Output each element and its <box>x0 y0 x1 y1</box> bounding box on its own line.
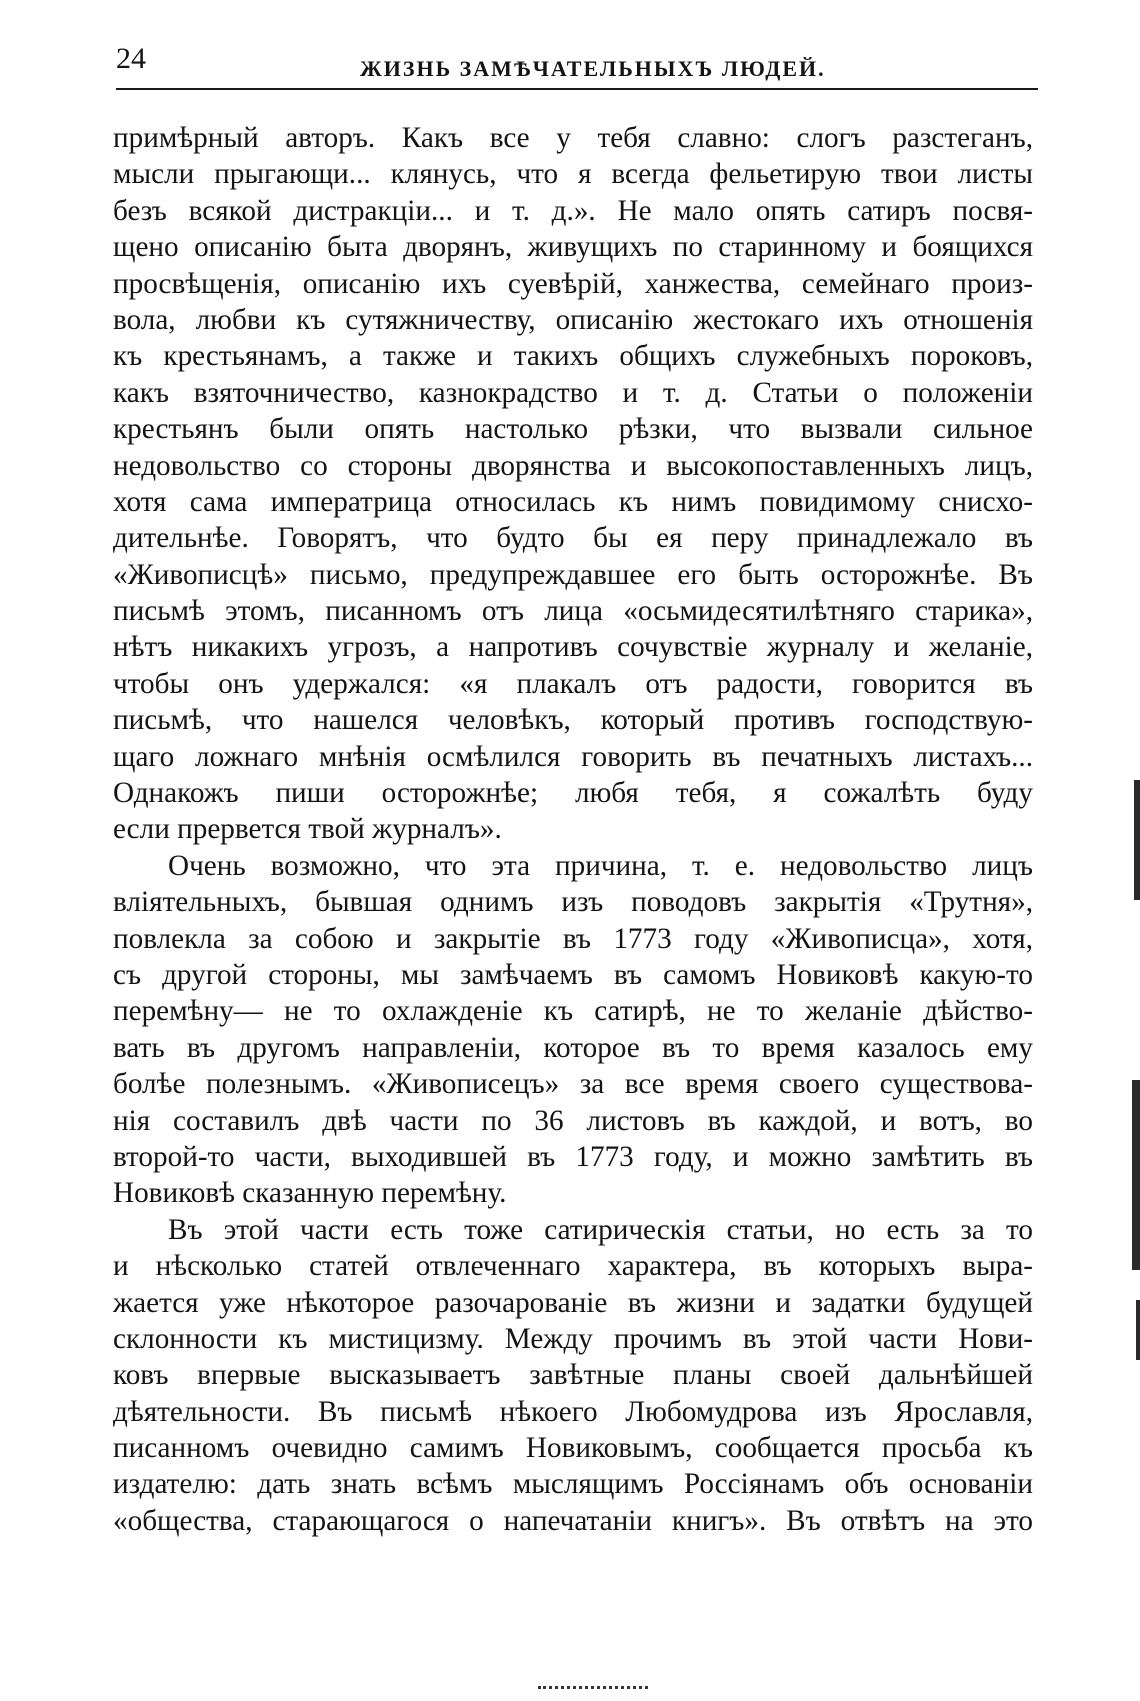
scan-edge-mark <box>1136 1300 1140 1360</box>
text-line: и нѣсколько статей отвлеченнаго характера, въ которыхъ выра- <box>113 1250 1033 1283</box>
text-line: Очень возможно, что эта причина, т. е. недовольство лицъ <box>168 849 1033 882</box>
text-line: щаго ложнаго мнѣнія осмѣлился говорить въ печатныхъ листахъ... <box>113 740 1033 773</box>
text-line: жается уже нѣкоторое разочарованіе въ жизни и задатки будущей <box>113 1286 1033 1319</box>
text-line: письмѣ, что нашелся человѣкъ, который противъ господствую- <box>113 704 1033 737</box>
scan-edge-mark <box>1132 1080 1140 1270</box>
text-line: Однакожъ пиши осторожнѣе; любя тебя, я сожалѣть буду <box>113 777 1033 810</box>
text-line: просвѣщенія, описанію ихъ суевѣрій, ханжества, семейнаго произ- <box>113 267 1033 300</box>
text-line: склонности къ мистицизму. Между прочимъ въ этой части Нови- <box>113 1322 1033 1355</box>
text-line: «общества, старающагося о напечатаніи книгъ». Въ отвѣтъ на это <box>113 1504 1033 1537</box>
text-line: писанномъ очевидно самимъ Новиковымъ, сообщается просьба къ <box>113 1432 1033 1465</box>
text-line: ковъ впервые высказываетъ завѣтные планы своей дальнѣйшей <box>113 1359 1033 1392</box>
text-line: если прервется твой журналъ». <box>113 813 502 846</box>
page-number: 24 <box>116 42 146 75</box>
text-line: нѣтъ никакихъ угрозъ, а напротивъ сочувствіе журналу и желаніе, <box>113 631 1033 664</box>
text-line: мысли прыгающи... клянусь, что я всегда фельетирую твои листы <box>113 158 1033 191</box>
text-line: щено описанію быта дворянъ, живущихъ по старинному и боящихся <box>113 231 1033 264</box>
text-line: дительнѣе. Говорятъ, что будто бы ея перу принадлежало въ <box>113 522 1033 555</box>
text-line: второй-то части, выходившей въ 1773 году, и можно замѣтить въ <box>113 1140 1033 1173</box>
text-line: «Живописцѣ» письмо, предупреждавшее его быть осторожнѣе. Въ <box>113 558 1033 591</box>
paragraph-1 <box>113 120 1033 848</box>
text-line: чтобы онъ удержался: «я плакалъ отъ радости, говорится въ <box>113 667 1033 700</box>
text-line: къ крестьянамъ, а также и такихъ общихъ служебныхъ пороковъ, <box>113 340 1033 373</box>
running-title: ЖИЗНЬ ЗАМѢЧАТЕЛЬНЫХЪ ЛЮДЕЙ. <box>360 56 826 81</box>
text-line: вліятельныхъ, бывшая однимъ изъ поводовъ закрытія «Трутня», <box>113 886 1033 919</box>
paragraph-2 <box>113 848 1033 1212</box>
text-line: какъ взяточничество, казнокрадство и т. д. Статьи о положеніи <box>113 376 1033 409</box>
text-line: примѣрный авторъ. Какъ все у тебя славно: слогъ разстеганъ, <box>113 122 1033 154</box>
scan-edge-mark <box>1134 780 1140 900</box>
text-line: вать въ другомъ направленіи, которое въ то время казалось ему <box>113 1031 1033 1064</box>
text-line: недовольство со стороны дворянства и высокопоставленныхъ лицъ, <box>113 449 1033 482</box>
body-text <box>113 120 1033 1539</box>
text-line: болѣе полезнымъ. «Живописецъ» за все время своего существова- <box>113 1068 1033 1101</box>
text-line: съ другой стороны, мы замѣчаемъ въ самомъ Новиковѣ какую-то <box>113 958 1033 991</box>
text-line: Новиковѣ сказанную перемѣну. <box>113 1177 507 1210</box>
text-line: нія составилъ двѣ части по 36 листовъ въ каждой, и вотъ, во <box>113 1104 1033 1137</box>
text-line: безъ всякой дистракціи... и т. д.». Не мало опять сатиръ посвя- <box>113 194 1033 227</box>
text-line: Въ этой части есть тоже сатирическія статьи, но есть за то <box>168 1213 1033 1246</box>
text-line: повлекла за собою и закрытіе въ 1773 году «Живописца», хотя, <box>113 922 1033 955</box>
text-line: издателю: дать знать всѣмъ мыслящимъ Россіянамъ объ основаніи <box>113 1468 1033 1501</box>
text-line: дѣятельности. Въ письмѣ нѣкоего Любомудрова изъ Ярославля, <box>113 1395 1033 1428</box>
header-rule <box>116 88 1038 90</box>
text-line: письмѣ этомъ, писанномъ отъ лица «осьмидесятилѣтняго старика», <box>113 595 1033 628</box>
text-line: перемѣну— не то охлажденіе къ сатирѣ, не то желаніе дѣйство- <box>113 995 1033 1028</box>
text-line: вола, любви къ сутяжничеству, описанію жестокаго ихъ отношенія <box>113 303 1033 336</box>
text-line: крестьянъ были опять настолько рѣзки, что вызвали сильное <box>113 413 1033 446</box>
text-line: хотя сама императрица относилась къ нимъ повидимому снисхо- <box>113 485 1033 518</box>
paragraph-3 <box>113 1212 1033 1540</box>
cropped-footer-fragment <box>538 1686 648 1697</box>
